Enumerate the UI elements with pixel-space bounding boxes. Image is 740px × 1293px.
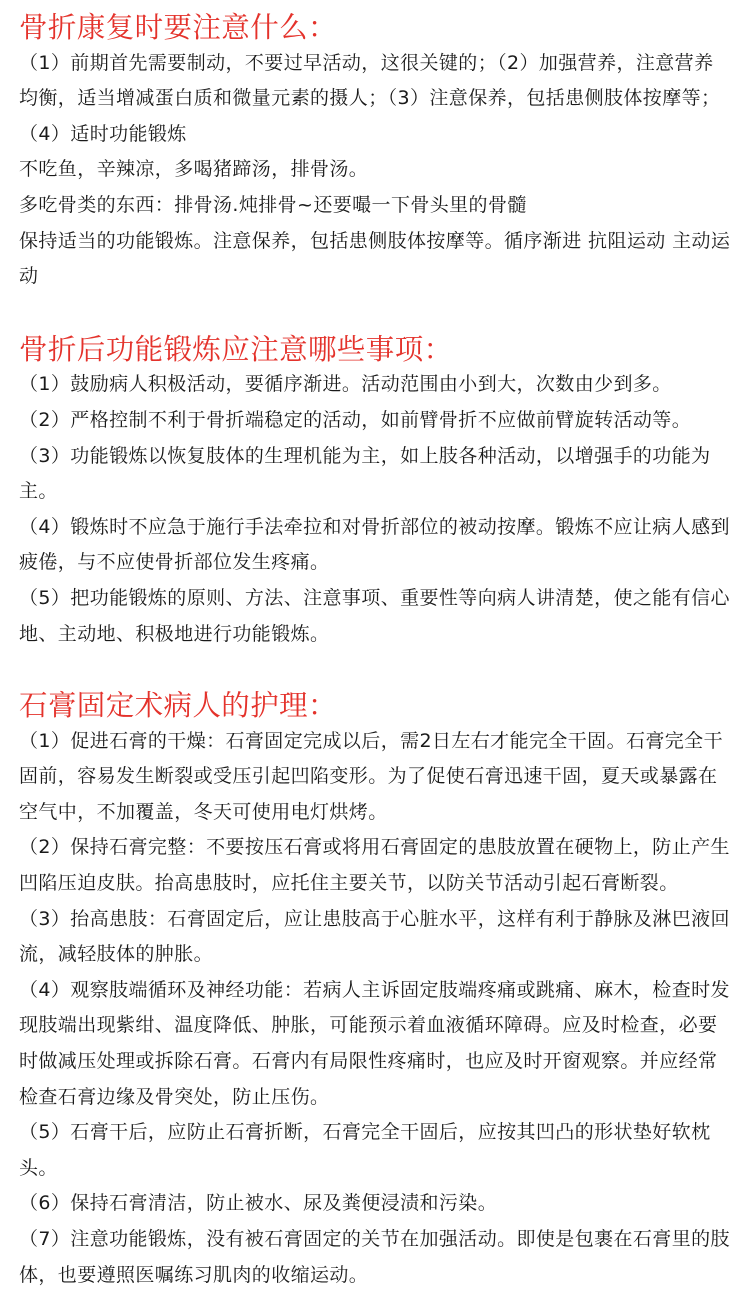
list-item: （3）功能锻炼以恢复肢体的生理机能为主，如上肢各种活动，以增强手的功能为主。 — [19, 444, 711, 503]
list-item: （5）把功能锻炼的原则、方法、注意事项、重要性等向病人讲清楚，使之能有信心地、主动地、积极地进行功能锻炼。 — [19, 586, 730, 645]
section-heading: 骨折后功能锻炼应注意哪些事项： — [19, 332, 453, 366]
list-item: （1）鼓励病人积极活动，要循序渐进。活动范围由小到大，次数由少到多。 — [19, 373, 672, 396]
section-spacer — [19, 652, 731, 688]
list-item: （2）严格控制不利于骨折端稳定的活动，如前臂骨折不应做前臂旋转活动等。 — [19, 408, 692, 431]
list-item: （2）保持石膏完整：不要按压石膏或将用石膏固定的患肢放置在硬物上，防止产生凹陷压迫皮肤。抬高患肢时，应托住主要关节，以防关节活动引起石膏断裂。 — [19, 836, 730, 895]
section-heading: 石膏固定术病人的护理： — [19, 689, 337, 723]
section-exercise-notes — [19, 332, 731, 652]
paragraph: 多吃骨类的东西：排骨汤.炖排骨~还要嘬一下骨头里的骨髓 — [19, 193, 527, 216]
list-item: （4）观察肢端循环及神经功能：若病人主诉固定肢端疼痛或跳痛、麻木，检查时发现肢端出现紫绀、温度降低、肿胀，可能预示着血液循环障碍。应及时检查，必要时做减压处理或拆除石膏。石膏内有局限性疼痛时，也应及时开窗观察。并应经常检查石膏边缘及骨突处，防止压伤。 — [19, 978, 730, 1108]
section-fracture-rehab — [19, 10, 731, 295]
article — [19, 10, 731, 1293]
paragraph: （1）前期首先需要制动，不要过早活动，这很关键的；（2）加强营养，注意营养均衡，适当增减蛋白质和微量元素的摄人；（3）注意保养，包括患侧肢体按摩等；（4）适时功能锻炼 — [19, 51, 721, 145]
paragraph: 保持适当的功能锻炼。注意保养，包括患侧肢体按摩等。循序渐进 抗阻运动 主动运动 — [19, 229, 731, 288]
section-spacer — [19, 295, 731, 332]
section-cast-care — [19, 688, 731, 1293]
list-item: （6）保持石膏清洁，防止被水、尿及粪便浸渍和污染。 — [19, 1192, 498, 1215]
list-item: （5）石膏干后，应防止石膏折断，石膏完全干固后，应按其凹凸的形状垫好软枕头。 — [19, 1121, 711, 1179]
paragraph: 不吃鱼，辛辣凉，多喝猪蹄汤，排骨汤。 — [19, 158, 369, 181]
section-heading: 骨折康复时要注意什么： — [19, 11, 337, 44]
list-item: （1）促进石膏的干燥：石膏固定完成以后，需2日左右才能完全干固。石膏完全干固前，容易发生断裂或受压引起凹陷变形。为了促使石膏迅速干固，夏天或暴露在空气中，不加覆盖，冬天可使用电灯烘烤。 — [19, 729, 723, 823]
list-item: （4）锻炼时不应急于施行手法牵拉和对骨折部位的被动按摩。锻炼不应让病人感到疲倦，与不应使骨折部位发生疼痛。 — [19, 515, 730, 574]
list-item: （3）抬高患肢：石膏固定后，应让患肢高于心脏水平，这样有利于静脉及淋巴液回流，减轻肢体的肿胀。 — [19, 907, 730, 966]
list-item: （7）注意功能锻炼，没有被石膏固定的关节在加强活动。即使是包裹在石膏里的肢体，也要遵照医嘱练习肌肉的收缩运动。 — [19, 1228, 730, 1286]
